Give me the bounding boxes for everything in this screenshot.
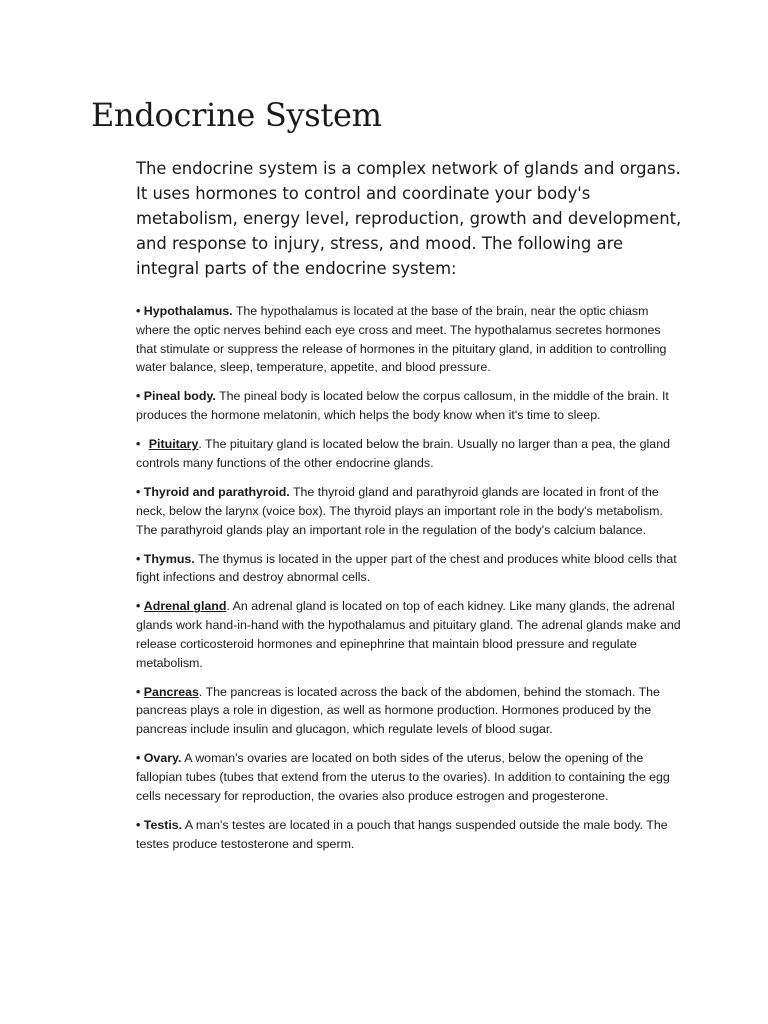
intro-paragraph: The endocrine system is a complex network of glands and organs. It uses hormones to control and coordinate your body's metabolism, energy level, reproduction, growth and development, and response to injury, stress, and mood. The following are integral parts of the endocrine system: xyxy=(136,159,682,278)
entry-term-link[interactable]: Adrenal gland xyxy=(143,599,227,614)
list-item-testis xyxy=(136,816,684,854)
entry-term: Ovary. xyxy=(143,751,182,766)
entry-description: . An adrenal gland is located on top of each kidney. Like many glands, the adrenal glands work hand-in-hand with the hypothalamus and pituitary gland. The adrenal glands make and release corticosteroid hormones and epinephrine that maintain blood pressure and regulate metabolism. xyxy=(136,599,681,670)
bullet-marker: • xyxy=(136,437,141,452)
list-item-pancreas xyxy=(136,683,684,739)
entry-term: Thymus. xyxy=(143,551,195,566)
entry-term-link[interactable]: Pancreas xyxy=(143,684,199,699)
document-title: Endocrine System xyxy=(91,96,382,134)
bullet-marker: • xyxy=(136,817,141,832)
list-item-hypothalamus xyxy=(136,302,684,377)
entry-description: The thymus is located in the upper part of the chest and produces white blood cells that fight infections and destroy abnormal cells. xyxy=(136,551,677,585)
entry-description: A woman's ovaries are located on both sides of the uterus, below the opening of the fallopian tubes (tubes that extend from the uterus to the ovaries). In addition to containing the egg cells necessary for reproduction, the ovaries also produce estrogen and progesterone. xyxy=(136,751,670,803)
bullet-marker: • xyxy=(136,389,141,404)
list-item-thymus xyxy=(136,550,684,588)
bullet-marker: • xyxy=(136,484,141,499)
gland-list xyxy=(136,302,684,864)
entry-term-link[interactable]: Pituitary xyxy=(148,437,199,452)
list-item-pineal-body xyxy=(136,387,684,425)
entry-description: A man's testes are located in a pouch that hangs suspended outside the male body. The testes produce testosterone and sperm. xyxy=(136,817,668,851)
bullet-marker: • xyxy=(136,751,141,766)
entry-term: Hypothalamus. xyxy=(143,304,233,318)
entry-description: The thyroid gland and parathyroid glands are located in front of the neck, below the larynx (voice box). The thyroid plays an important role in the body's metabolism. The parathyroid glands play an important role in the regulation of the body's calcium balance. xyxy=(136,484,663,537)
bullet-marker: • xyxy=(136,304,141,318)
entry-description: The pineal body is located below the corpus callosum, in the middle of the brain. It produces the hormone melatonin, which helps the body know when it's time to sleep. xyxy=(136,389,669,423)
list-item-thyroid-parathyroid xyxy=(136,483,684,539)
bullet-marker: • xyxy=(136,551,141,566)
bullet-marker: • xyxy=(136,684,141,699)
entry-description: The hypothalamus is located at the base of the brain, near the optic chiasm where the optic nerves behind each eye cross and meet. The hypothalamus secretes hormones that stimulate or suppress the release of hormones in the pituitary gland, in addition to controlling water balance, sleep, temperature, appetite, and blood pressure. xyxy=(136,304,667,375)
list-item-adrenal-gland xyxy=(136,597,684,672)
bullet-marker: • xyxy=(136,599,141,614)
list-item-ovary xyxy=(136,749,684,805)
list-item-pituitary xyxy=(136,435,684,473)
entry-description: . The pituitary gland is located below the brain. Usually no larger than a pea, the gland controls many functions of the other endocrine glands. xyxy=(136,437,670,470)
entry-term: Testis. xyxy=(143,817,183,832)
entry-term: Thyroid and parathyroid. xyxy=(143,484,290,499)
entry-term: Pineal body. xyxy=(143,389,216,404)
entry-description: . The pancreas is located across the back of the abdomen, behind the stomach. The pancreas plays a role in digestion, as well as hormone production. Hormones produced by the pancreas include insulin and glucagon, which regulate levels of blood sugar. xyxy=(136,684,660,737)
